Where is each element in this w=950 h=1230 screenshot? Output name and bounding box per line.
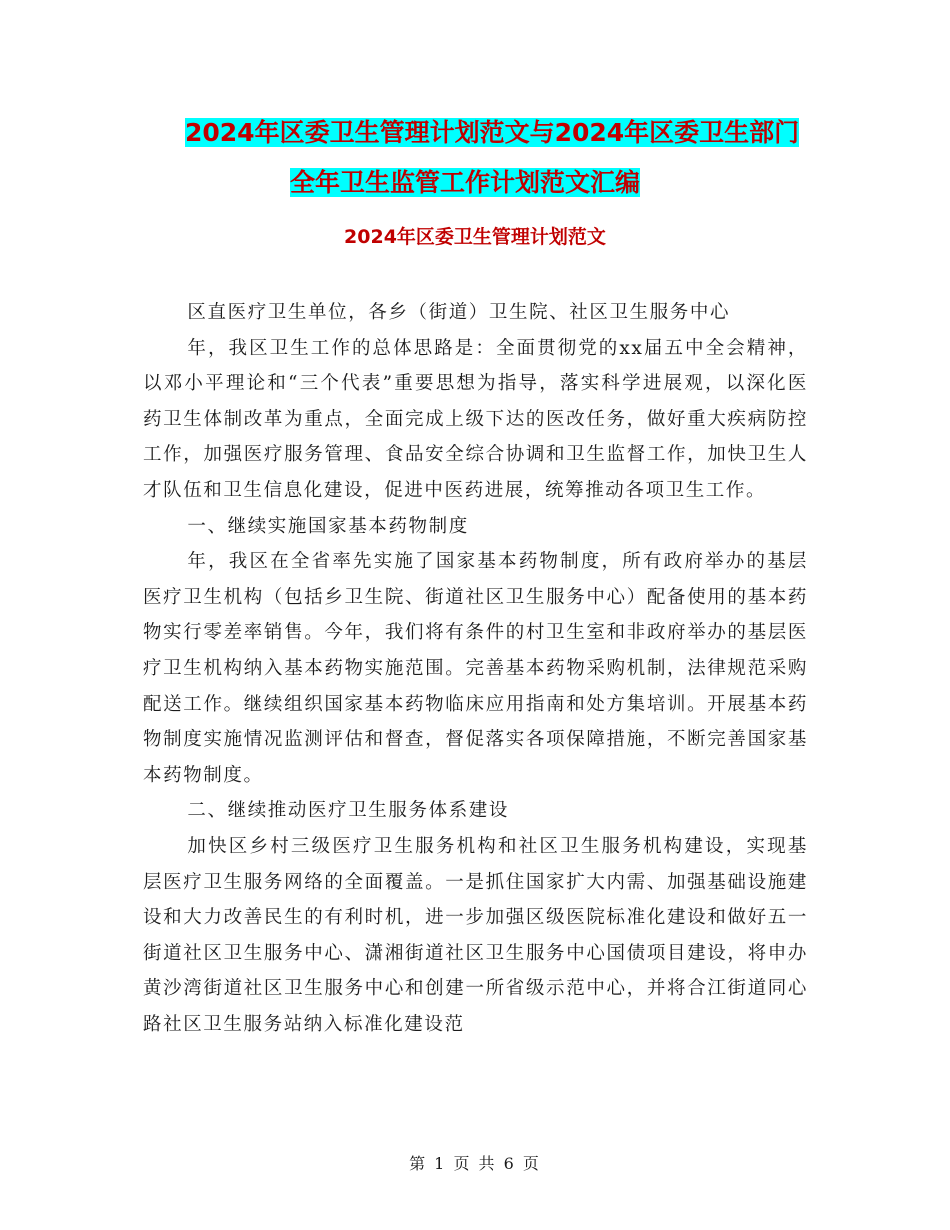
page-footer: 第 1 页 共 6 页 [409, 1154, 541, 1173]
heading-section-1: 一、继续实施国家基本药物制度 [187, 515, 469, 537]
title-line-2: 全年卫生监管工作计划范文汇编 [290, 168, 641, 197]
paragraph-recipients: 区直医疗卫生单位，各乡（街道）卫生院、社区卫生服务中心 [187, 302, 731, 323]
title-line-1: 2024年区委卫生管理计划范文与2024年区委卫生部门 [185, 118, 800, 147]
heading-section-2: 二、继续推动医疗卫生服务体系建设 [187, 800, 509, 822]
paragraph-overview: 年，我区卫生工作的总体思路是：全面贯彻党的xx届五中全会精神，以邓小平理论和“三个代表”重要思想为指导，落实科学进展观，以深化医药卫生体制改革为重点，全面完成上级下达的医改任务，做好重大疾病防控工作，加强医疗服务管理、食品安全综合协调和卫生监督工作，加快卫生人才队伍和卫生信息化建设，促进中医药进展，统筹推动各项卫生工作。 [143, 337, 808, 501]
document-title [150, 108, 850, 208]
document-body [143, 295, 808, 1042]
section-title: 2024年区委卫生管理计划范文 [344, 226, 606, 248]
paragraph-section-1: 年，我区在全省率先实施了国家基本药物制度，所有政府举办的基层医疗卫生机构（包括乡卫生院、街道社区卫生服务中心）配备使用的基本药物实行零差率销售。今年，我们将有条件的村卫生室和非政府举办的基层医疗卫生机构纳入基本药物实施范围。完善基本药物采购机制，法律规范采购配送工作。继续组织国家基本药物临床应用指南和处方集培训。开展基本药物制度实施情况监测评估和督查，督促落实各项保障措施，不断完善国家基本药物制度。 [143, 551, 808, 786]
paragraph-section-2: 加快区乡村三级医疗卫生服务机构和社区卫生服务机构建设，实现基层医疗卫生服务网络的全面覆盖。一是抓住国家扩大内需、加强基础设施建设和大力改善民生的有利时机，进一步加强区级医院标准化建设和做好五一街道社区卫生服务中心、潇湘街道社区卫生服务中心国债项目建设，将申办黄沙湾街道社区卫生服务中心和创建一所省级示范中心，并将合江街道同心路社区卫生服务站纳入标准化建设范 [143, 835, 808, 1035]
